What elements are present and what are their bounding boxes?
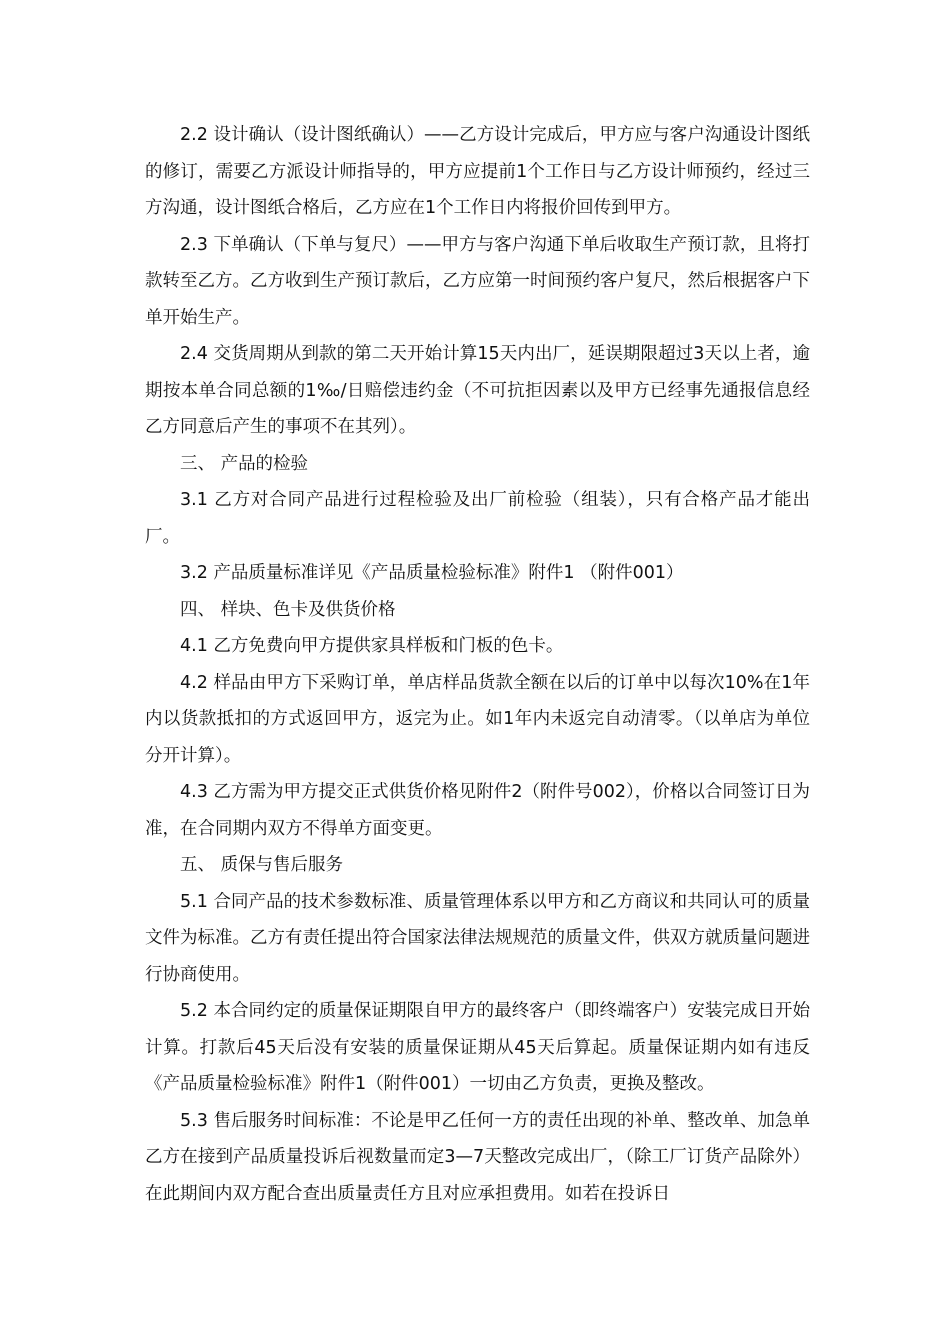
clause-5-1: 5.1 合同产品的技术参数标准、质量管理体系以甲方和乙方商议和共同认可的质量文件为标准。乙方有责任提出符合国家法律法规规范的质量文件，供双方就质量问题进行协商使用。: [145, 891, 810, 985]
section-heading-4: 四、 样块、色卡及供货价格: [180, 599, 396, 620]
document-body: [145, 117, 810, 1212]
clause-2-4: 2.4 交货周期从到款的第二天开始计算15天内出厂，延误期限超过3天以上者，逾期按本单合同总额的1‰/日赔偿违约金（不可抗拒因素以及甲方已经事先通报信息经乙方同意后产生的事项不在其列）。: [145, 344, 810, 437]
clause-2-2: 2.2 设计确认（设计图纸确认）——乙方设计完成后，甲方应与客户沟通设计图纸的修订，需要乙方派设计师指导的，甲方应提前1个工作日与乙方设计师预约，经过三方沟通，设计图纸合格后，乙方应在1个工作日内将报价回传到甲方。: [145, 125, 810, 218]
section-heading-3: 三、 产品的检验: [180, 453, 309, 474]
section-heading-5: 五、 质保与售后服务: [180, 855, 344, 875]
clause-3-1: 3.1 乙方对合同产品进行过程检验及出厂前检验（组装），只有合格产品才能出厂。: [145, 490, 810, 547]
clause-4-3: 4.3 乙方需为甲方提交正式供货价格见附件2（附件号002），价格以合同签订日为准，在合同期内双方不得单方面变更。: [145, 782, 810, 839]
clause-4-2: 4.2 样品由甲方下采购订单，单店样品货款全额在以后的订单中以每次10%在1年内以货款抵扣的方式返回甲方，返完为止。如1年内未返完自动清零。（以单店为单位分开计算）。: [145, 672, 810, 766]
clause-2-3: 2.3 下单确认（下单与复尺）——甲方与客户沟通下单后收取生产预订款，且将打款转至乙方。乙方收到生产预订款后，乙方应第一时间预约客户复尺，然后根据客户下单开始生产。: [145, 234, 810, 328]
clause-4-1: 4.1 乙方免费向甲方提供家具样板和门板的色卡。: [180, 636, 564, 656]
clause-3-2: 3.2 产品质量标准详见《产品质量检验标准》附件1 （附件001）: [180, 563, 684, 583]
clause-5-2: 5.2 本合同约定的质量保证期限自甲方的最终客户（即终端客户）安装完成日开始计算。打款后45天后没有安装的质量保证期从45天后算起。质量保证期内如有违反《产品质量检验标准》附件1（附件001）一切由乙方负责，更换及整改。: [145, 1001, 810, 1094]
clause-5-3: 5.3 售后服务时间标准：不论是甲乙任何一方的责任出现的补单、整改单、加急单乙方在接到产品质量投诉后视数量而定3—7天整改完成出厂，（除工厂订货产品除外）在此期间内双方配合查出质量责任方且对应承担费用。如若在投诉日: [145, 1110, 810, 1204]
